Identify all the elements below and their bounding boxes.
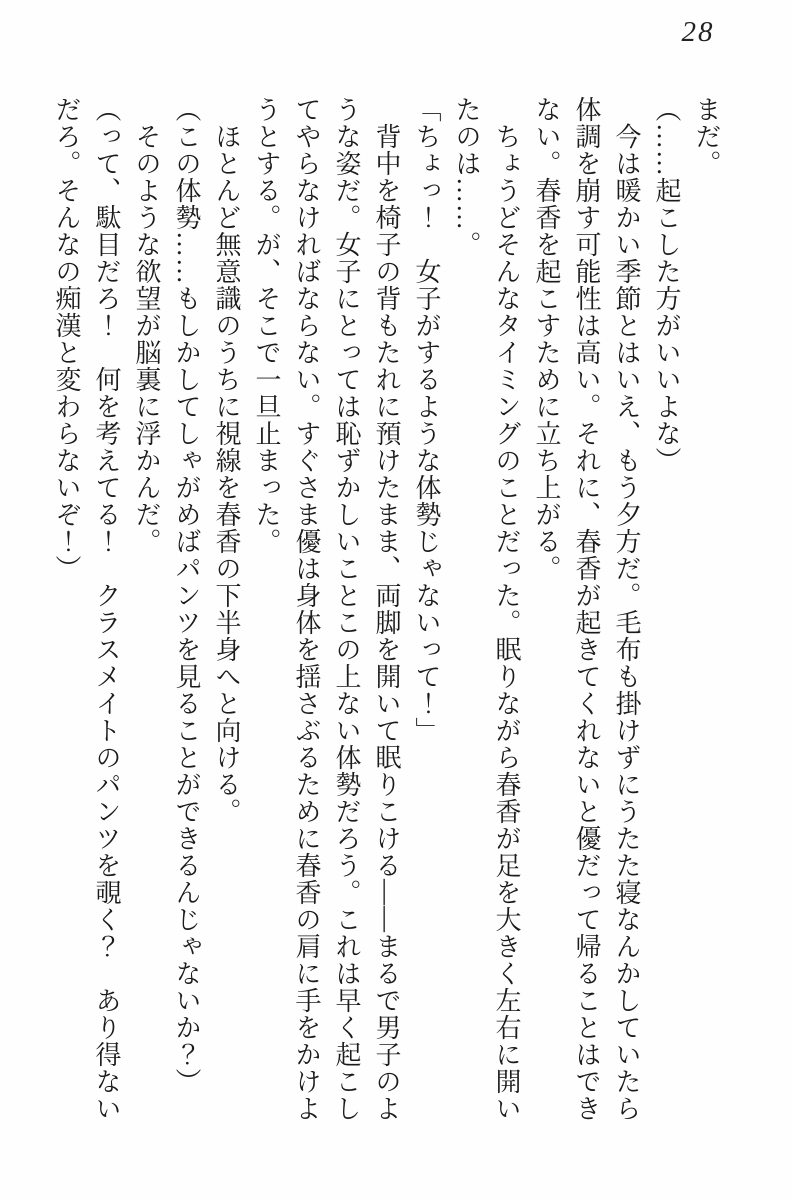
text-column: （って、駄目だろ！ 何を考えてる！ クラスメイトのパンツを覗く？ あり得ない bbox=[92, 96, 121, 1122]
text-column: だろ。そんなの痴漢と変わらないぞ！） bbox=[52, 96, 81, 582]
text-column: てやらなければならない。すぐさま優は身体を揺さぶるために春香の肩に手をかけよ bbox=[292, 96, 321, 1122]
text-column: うとする。が、そこで一旦止まった。 bbox=[252, 96, 281, 555]
text-column: （……起こした方がいいよな） bbox=[652, 96, 681, 474]
text-column: ほとんど無意識のうちに視線を春香の下半身へと向ける。 bbox=[212, 96, 241, 825]
page-number: 28 bbox=[681, 16, 715, 48]
text-block bbox=[46, 96, 726, 1132]
text-column: うな姿だ。女子にとっては恥ずかしいことこの上ない体勢だろう。これは早く起こし bbox=[332, 96, 361, 1122]
text-column: たのは……。 bbox=[452, 96, 481, 258]
text-column: ない。春香を起こすために立ち上がる。 bbox=[532, 96, 561, 582]
text-column: （この体勢……もしかしてしゃがめばパンツを見ることができるんじゃないか？） bbox=[172, 96, 201, 1095]
text-column: そのような欲望が脳裏に浮かんだ。 bbox=[132, 96, 161, 555]
text-column: ちょうどそんなタイミングのことだった。眠りながら春香が足を大きく左右に開い bbox=[492, 96, 521, 1122]
text-column: 今は暖かい季節とはいえ、もう夕方だ。毛布も掛けずにうたた寝なんかしていたら bbox=[612, 96, 641, 1122]
text-column: まだ。 bbox=[692, 96, 721, 177]
text-column: 背中を椅子の背もたれに預けたまま、両脚を開いて眠りこける――まるで男子のよ bbox=[372, 96, 401, 1122]
text-column: 「ちょっ！ 女子がするような体勢じゃないって！」 bbox=[412, 96, 441, 744]
text-column: 体調を崩す可能性は高い。それに、春香が起きてくれないと優だって帰ることはでき bbox=[572, 96, 601, 1122]
